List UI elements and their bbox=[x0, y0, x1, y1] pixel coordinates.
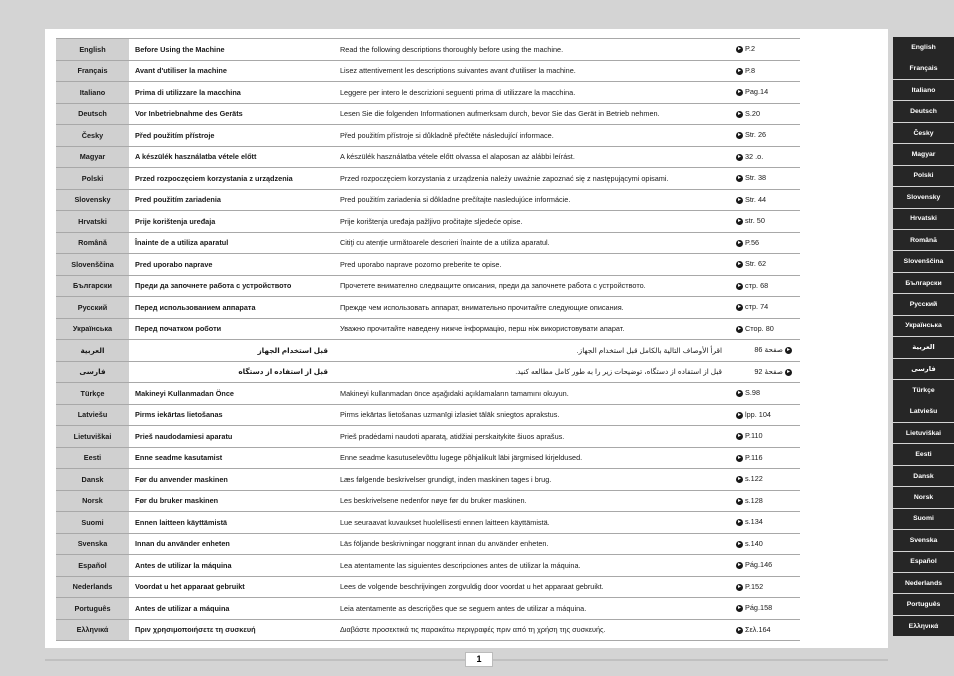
section-description: Citiţi cu atenţie următoarele descrieri înainte de a utiliza aparatul. bbox=[334, 232, 728, 254]
page-reference-text: Pág.146 bbox=[745, 560, 773, 570]
page-reference-text: S.20 bbox=[745, 108, 761, 118]
arrow-right-circle-icon: ▸ bbox=[737, 67, 741, 74]
page-reference[interactable] bbox=[728, 146, 800, 168]
section-title: Πριν χρησιμοποιήσετε τη συσκευή bbox=[129, 619, 334, 641]
language-tab[interactable]: Nederlands bbox=[893, 573, 954, 594]
section-title: Prieš naudodamiesi aparatu bbox=[129, 426, 334, 448]
language-tab[interactable]: Español bbox=[893, 552, 954, 573]
arrow-right-circle-icon: ▸ bbox=[737, 89, 741, 96]
table-row bbox=[56, 82, 800, 104]
page-reference[interactable] bbox=[728, 619, 800, 641]
page-reference[interactable] bbox=[728, 297, 800, 319]
section-description: Läs följande beskrivningar noggrant innan du använder enheten. bbox=[334, 533, 728, 555]
page-reference[interactable] bbox=[728, 82, 800, 104]
arrow-right-circle-icon: ▸ bbox=[737, 282, 741, 289]
language-name: English bbox=[56, 39, 129, 61]
section-title: قبل استخدام الجهاز bbox=[129, 340, 334, 362]
page-reference-text: Pág.158 bbox=[745, 603, 773, 613]
language-name: Русский bbox=[56, 297, 129, 319]
section-description: Makineyi kullanmadan önce aşağıdaki açıklamaların tamamını okuyun. bbox=[334, 383, 728, 405]
language-name: Česky bbox=[56, 125, 129, 147]
page-reference-text: صفحهٔ 92 bbox=[754, 366, 783, 376]
table-row bbox=[56, 60, 800, 82]
page-reference-text: Str. 26 bbox=[745, 130, 767, 140]
section-title: Før du anvender maskinen bbox=[129, 469, 334, 491]
page-reference[interactable] bbox=[728, 318, 800, 340]
arrow-right-circle-icon: ▸ bbox=[737, 239, 741, 246]
section-title: Voordat u het apparaat gebruikt bbox=[129, 576, 334, 598]
section-description: Leia atentamente as descrições que se seguem antes de utilizar a máquina. bbox=[334, 598, 728, 620]
language-tab[interactable]: English bbox=[893, 37, 954, 58]
page-reference[interactable] bbox=[728, 60, 800, 82]
section-description: اقرأ الأوصاف التالية بالكامل قبل استخدام الجهاز. bbox=[334, 340, 728, 362]
table-row bbox=[56, 39, 800, 61]
section-title: Antes de utilizar a máquina bbox=[129, 598, 334, 620]
page-reference-text: P.110 bbox=[745, 431, 763, 441]
table-row bbox=[56, 447, 800, 469]
arrow-right-circle-icon: ▸ bbox=[737, 325, 741, 332]
language-name: العربية bbox=[56, 340, 129, 362]
language-tab[interactable]: Română bbox=[893, 230, 954, 251]
section-description: Przed rozpoczęciem korzystania z urządzenia należy uważnie zapoznać się z następującymi opisami. bbox=[334, 168, 728, 190]
arrow-right-circle-icon: ▸ bbox=[737, 175, 741, 182]
page-reference-text: S.98 bbox=[745, 388, 761, 398]
language-name: Polski bbox=[56, 168, 129, 190]
arrow-right-circle-icon: ▸ bbox=[737, 110, 741, 117]
language-name: Deutsch bbox=[56, 103, 129, 125]
table-row bbox=[56, 361, 800, 383]
page-reference-text: s.122 bbox=[745, 474, 763, 484]
section-description: Lue seuraavat kuvaukset huolellisesti ennen laitteen käyttämistä. bbox=[334, 512, 728, 534]
page-reference-text: Str. 44 bbox=[745, 194, 767, 204]
page-reference[interactable] bbox=[728, 598, 800, 620]
language-tab[interactable]: Suomi bbox=[893, 509, 954, 530]
page-reference-text: s.140 bbox=[745, 538, 763, 548]
table-row bbox=[56, 404, 800, 426]
section-title: Makineyi Kullanmadan Önce bbox=[129, 383, 334, 405]
arrow-right-circle-icon: ▸ bbox=[737, 411, 741, 418]
language-tab[interactable]: Deutsch bbox=[893, 101, 954, 122]
arrow-right-circle-icon: ▸ bbox=[737, 476, 741, 483]
arrow-right-circle-icon: ▸ bbox=[737, 605, 741, 612]
section-description: Lesen Sie die folgenden Informationen aufmerksam durch, bevor Sie das Gerät in Betrieb nehmen. bbox=[334, 103, 728, 125]
page-reference-text: 32 .o. bbox=[745, 151, 764, 161]
language-tab[interactable]: Українська bbox=[893, 316, 954, 337]
table-row bbox=[56, 168, 800, 190]
page-reference[interactable] bbox=[728, 232, 800, 254]
language-name: Lietuviškai bbox=[56, 426, 129, 448]
section-description: Prije korištenja uređaja pažljivo pročitajte sljedeće opise. bbox=[334, 211, 728, 233]
arrow-right-circle-icon: ▸ bbox=[737, 304, 741, 311]
section-title: Enne seadme kasutamist bbox=[129, 447, 334, 469]
page-reference[interactable] bbox=[728, 555, 800, 577]
arrow-right-circle-icon: ▸ bbox=[737, 519, 741, 526]
table-row bbox=[56, 383, 800, 405]
section-title: Innan du använder enheten bbox=[129, 533, 334, 555]
page-reference-text: P.8 bbox=[745, 65, 756, 75]
page-reference[interactable] bbox=[728, 275, 800, 297]
language-tab[interactable]: Português bbox=[893, 594, 954, 615]
language-name: Български bbox=[56, 275, 129, 297]
language-tab[interactable]: Italiano bbox=[893, 80, 954, 101]
section-description: Lisez attentivement les descriptions suivantes avant d'utiliser la machine. bbox=[334, 60, 728, 82]
page-reference-text: Pag.14 bbox=[745, 87, 769, 97]
section-description: Прочетете внимателно следващите описания, преди да започнете работа с устройството. bbox=[334, 275, 728, 297]
section-description: Lea atentamente las siguientes descripciones antes de utilizar la máquina. bbox=[334, 555, 728, 577]
page-reference[interactable] bbox=[728, 39, 800, 61]
language-name: Dansk bbox=[56, 469, 129, 491]
page-reference[interactable] bbox=[728, 533, 800, 555]
language-name: Suomi bbox=[56, 512, 129, 534]
page-reference-text: P.116 bbox=[745, 452, 763, 462]
page-reference[interactable] bbox=[728, 340, 800, 362]
section-description: Pred použitím zariadenia si dôkladne prečítajte nasledujúce informácie. bbox=[334, 189, 728, 211]
section-title: A készülék használatba vétele előtt bbox=[129, 146, 334, 168]
table-row bbox=[56, 619, 800, 641]
section-description: Enne seadme kasutuselevõttu lugege põhjalikult läbi järgmised kirjeldused. bbox=[334, 447, 728, 469]
language-name: Nederlands bbox=[56, 576, 129, 598]
page-reference[interactable] bbox=[728, 125, 800, 147]
language-tab[interactable]: العربية bbox=[893, 337, 954, 358]
section-title: Vor Inbetriebnahme des Geräts bbox=[129, 103, 334, 125]
section-description: Прежде чем использовать аппарат, внимательно прочитайте следующие описания. bbox=[334, 297, 728, 319]
section-title: Prima di utilizzare la macchina bbox=[129, 82, 334, 104]
language-tab[interactable]: Česky bbox=[893, 123, 954, 144]
page-reference[interactable] bbox=[728, 426, 800, 448]
language-tab[interactable]: Dansk bbox=[893, 466, 954, 487]
table-row bbox=[56, 275, 800, 297]
section-title: قبل از استفاده از دستگاه bbox=[129, 361, 334, 383]
page-reference-text: s.128 bbox=[745, 495, 763, 505]
page-reference[interactable] bbox=[728, 211, 800, 233]
language-tab[interactable]: Slovenščina bbox=[893, 251, 954, 272]
language-tab[interactable]: Magyar bbox=[893, 144, 954, 165]
arrow-right-circle-icon: ▸ bbox=[737, 626, 741, 633]
arrow-right-circle-icon: ▸ bbox=[737, 46, 741, 53]
language-tab-strip bbox=[893, 37, 954, 637]
section-title: Antes de utilizar la máquina bbox=[129, 555, 334, 577]
section-description: Les beskrivelsene nedenfor nøye før du bruker maskinen. bbox=[334, 490, 728, 512]
page-reference[interactable] bbox=[728, 490, 800, 512]
section-description: Læs følgende beskrivelser grundigt, inden maskinen tages i brug. bbox=[334, 469, 728, 491]
arrow-right-circle-icon: ▸ bbox=[737, 218, 741, 225]
language-tab[interactable]: Eesti bbox=[893, 444, 954, 465]
page-reference[interactable] bbox=[728, 189, 800, 211]
language-name: Español bbox=[56, 555, 129, 577]
section-description: Leggere per intero le descrizioni seguenti prima di utilizzare la macchina. bbox=[334, 82, 728, 104]
language-name: Svenska bbox=[56, 533, 129, 555]
page-reference-text: Str. 62 bbox=[745, 259, 767, 269]
section-title: Pred uporabo naprave bbox=[129, 254, 334, 276]
arrow-right-circle-icon: ▸ bbox=[737, 261, 741, 268]
page-reference-text: P.152 bbox=[745, 581, 764, 591]
section-title: Înainte de a utiliza aparatul bbox=[129, 232, 334, 254]
language-tab[interactable]: Ελληνικά bbox=[893, 616, 954, 637]
page-reference-text: Σελ.164 bbox=[745, 624, 771, 634]
arrow-right-circle-icon: ▸ bbox=[737, 196, 741, 203]
page-reference[interactable] bbox=[728, 168, 800, 190]
page-reference-text: lpp. 104 bbox=[745, 409, 771, 419]
section-description: Před použitím přístroje si důkladně přečtěte následující informace. bbox=[334, 125, 728, 147]
table-row bbox=[56, 533, 800, 555]
language-name: Eesti bbox=[56, 447, 129, 469]
page-reference[interactable] bbox=[728, 383, 800, 405]
language-name: Français bbox=[56, 60, 129, 82]
section-title: Перед использованием аппарата bbox=[129, 297, 334, 319]
table-row bbox=[56, 103, 800, 125]
arrow-right-circle-icon: ▸ bbox=[737, 132, 741, 139]
page-reference-text: P.56 bbox=[745, 237, 760, 247]
section-description: Pred uporabo naprave pozorno preberite te opise. bbox=[334, 254, 728, 276]
language-tab[interactable]: Türkçe bbox=[893, 380, 954, 401]
language-name: Ελληνικά bbox=[56, 619, 129, 641]
language-tab[interactable]: Русский bbox=[893, 294, 954, 315]
page-reference[interactable] bbox=[728, 103, 800, 125]
section-description: Prieš pradėdami naudoti aparatą, atidžiai perskaitykite šiuos aprašus. bbox=[334, 426, 728, 448]
table-row bbox=[56, 512, 800, 534]
section-description: Διαβάστε προσεκτικά τις παρακάτω περιγραφές πριν από τη χρήση της συσκευής. bbox=[334, 619, 728, 641]
language-tab[interactable]: Hrvatski bbox=[893, 209, 954, 230]
section-title: Avant d'utiliser la machine bbox=[129, 60, 334, 82]
language-name: Magyar bbox=[56, 146, 129, 168]
section-title: Før du bruker maskinen bbox=[129, 490, 334, 512]
section-title: Ennen laitteen käyttämistä bbox=[129, 512, 334, 534]
page-reference[interactable] bbox=[728, 447, 800, 469]
page-reference-text: str. 50 bbox=[745, 216, 765, 226]
arrow-right-circle-icon: ▸ bbox=[737, 540, 741, 547]
language-name: Română bbox=[56, 232, 129, 254]
section-description: A készülék használatba vétele előtt olvassa el alaposan az alábbi leírást. bbox=[334, 146, 728, 168]
page-reference[interactable] bbox=[728, 361, 800, 383]
language-tab[interactable]: Latviešu bbox=[893, 401, 954, 422]
section-title: Przed rozpoczęciem korzystania z urządzenia bbox=[129, 168, 334, 190]
language-tab[interactable]: Français bbox=[893, 58, 954, 79]
page-reference-text: s.134 bbox=[745, 517, 763, 527]
section-title: Преди да започнете работа с устройството bbox=[129, 275, 334, 297]
page-reference[interactable] bbox=[728, 576, 800, 598]
page-reference[interactable] bbox=[728, 404, 800, 426]
section-title: Pirms iekārtas lietošanas bbox=[129, 404, 334, 426]
table-row bbox=[56, 125, 800, 147]
table-row bbox=[56, 576, 800, 598]
language-name: Latviešu bbox=[56, 404, 129, 426]
section-title: Prije korištenja uređaja bbox=[129, 211, 334, 233]
page-reference-text: стр. 74 bbox=[745, 302, 769, 312]
table-row bbox=[56, 146, 800, 168]
table-row bbox=[56, 555, 800, 577]
table-body bbox=[56, 39, 800, 641]
language-name: Türkçe bbox=[56, 383, 129, 405]
page-reference[interactable] bbox=[728, 512, 800, 534]
language-name: Slovensky bbox=[56, 189, 129, 211]
table-row bbox=[56, 297, 800, 319]
section-description: قبل از استفاده از دستگاه، توضیحات زیر را به طور کامل مطالعه کنید. bbox=[334, 361, 728, 383]
table-row bbox=[56, 254, 800, 276]
page-reference[interactable] bbox=[728, 469, 800, 491]
table-row bbox=[56, 469, 800, 491]
table-row bbox=[56, 318, 800, 340]
page-reference-text: стр. 68 bbox=[745, 280, 769, 290]
table-row bbox=[56, 598, 800, 620]
language-name: Hrvatski bbox=[56, 211, 129, 233]
language-tab[interactable]: Lietuviškai bbox=[893, 423, 954, 444]
language-tab[interactable]: Polski bbox=[893, 166, 954, 187]
arrow-right-circle-icon: ▸ bbox=[786, 347, 790, 354]
language-name: Slovenščina bbox=[56, 254, 129, 276]
arrow-right-circle-icon: ▸ bbox=[737, 562, 741, 569]
table-row bbox=[56, 340, 800, 362]
language-name: Português bbox=[56, 598, 129, 620]
document-page bbox=[45, 29, 888, 664]
language-name: Українська bbox=[56, 318, 129, 340]
table-row bbox=[56, 490, 800, 512]
page-reference-text: صفحة 86 bbox=[754, 345, 783, 355]
arrow-right-circle-icon: ▸ bbox=[737, 390, 741, 397]
language-index-table bbox=[56, 38, 800, 641]
section-description: Lees de volgende beschrijvingen zorgvuldig door voordat u het apparaat gebruikt. bbox=[334, 576, 728, 598]
language-name: فارسی bbox=[56, 361, 129, 383]
page-reference-text: Str. 38 bbox=[745, 173, 767, 183]
page-number: 1 bbox=[465, 652, 493, 667]
table-row bbox=[56, 189, 800, 211]
section-description: Read the following descriptions thoroughly before using the machine. bbox=[334, 39, 728, 61]
arrow-right-circle-icon: ▸ bbox=[737, 433, 741, 440]
language-name: Italiano bbox=[56, 82, 129, 104]
page-reference-text: Стор. 80 bbox=[745, 323, 774, 333]
arrow-right-circle-icon: ▸ bbox=[737, 583, 741, 590]
section-title: Pred použitím zariadenia bbox=[129, 189, 334, 211]
language-tab[interactable]: Български bbox=[893, 273, 954, 294]
section-description: Pirms iekārtas lietošanas uzmanīgi izlasiet tālāk sniegtos aprakstus. bbox=[334, 404, 728, 426]
table-row bbox=[56, 426, 800, 448]
language-tab[interactable]: Svenska bbox=[893, 530, 954, 551]
language-tab[interactable]: Norsk bbox=[893, 487, 954, 508]
section-description: Уважно прочитайте наведену нижче інформацію, перш ніж використовувати апарат. bbox=[334, 318, 728, 340]
page-reference-text: P.2 bbox=[745, 44, 756, 54]
section-title: Before Using the Machine bbox=[129, 39, 334, 61]
section-title: Před použitím přístroje bbox=[129, 125, 334, 147]
arrow-right-circle-icon: ▸ bbox=[786, 368, 790, 375]
language-tab[interactable]: فارسی bbox=[893, 359, 954, 380]
section-title: Перед початком роботи bbox=[129, 318, 334, 340]
table-row bbox=[56, 232, 800, 254]
page-reference[interactable] bbox=[728, 254, 800, 276]
language-name: Norsk bbox=[56, 490, 129, 512]
language-tab[interactable]: Slovensky bbox=[893, 187, 954, 208]
table-row bbox=[56, 211, 800, 233]
arrow-right-circle-icon: ▸ bbox=[737, 153, 741, 160]
arrow-right-circle-icon: ▸ bbox=[737, 497, 741, 504]
arrow-right-circle-icon: ▸ bbox=[737, 454, 741, 461]
